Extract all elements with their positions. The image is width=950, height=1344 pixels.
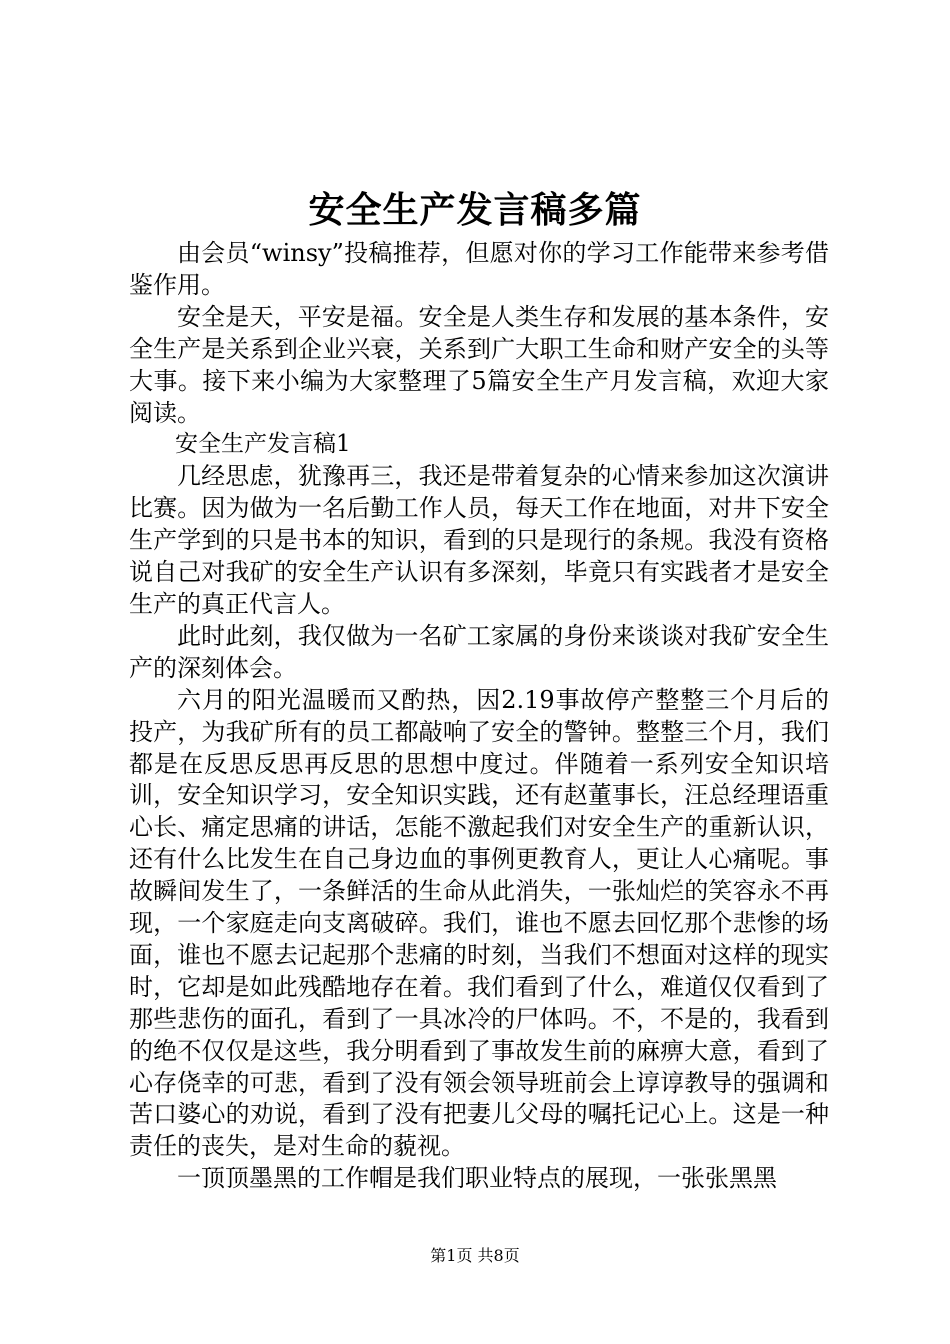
body-paragraph: 此时此刻，我仅做为一名矿工家属的身份来谈谈对我矿安全生产的深刻体会。 xyxy=(129,621,829,682)
body-paragraph: 六月的阳光温暖而又酌热，因2.19事故停产整整三个月后的投产，为我矿所有的员工都敲响了安全的警钟。整整三个月，我们都是在反思反思再反思的思想中度过。伴随着一系列安全知识培训，安全知识学习，安全知识实践，还有赵董事长，汪总经理语重心长、痛定思痛的讲话，怎能不激起我们对安全生产的重新认识，还有什么比发生在自己身边血的事例更教育人，更让人心痛呢。事故瞬间发生了，一条鲜活的生命从此消失，一张灿烂的笑容永不再现，一个家庭走向支离破碎。我们，谁也不愿去回忆那个悲惨的场面，谁也不愿去记起那个悲痛的时刻，当我们不想面对这样的现实时，它却是如此残酷地存在着。我们看到了什么，难道仅仅看到了那些悲伤的面孔，看到了一具冰冷的尸体吗。不，不是的，我看到的绝不仅仅是这些，我分明看到了事故发生前的麻痹大意，看到了心存侥幸的可悲，看到了没有领会领导班前会上谆谆教导的强调和苦口婆心的劝说，看到了没有把妻儿父母的嘱托记心上。这是一种责任的丧失，是对生命的藐视。 xyxy=(129,685,829,1161)
body-paragraph: 几经思虑，犹豫再三，我还是带着复杂的心情来参加这次演讲比赛。因为做为一名后勤工作人员，每天工作在地面，对井下安全生产学到的只是书本的知识，看到的只是现行的条规。我没有资格说自己对我矿的安全生产认识有多深刻，毕竟只有实践者才是安全生产的真正代言人。 xyxy=(129,462,829,618)
page-number-footer: 第1页 共8页 xyxy=(430,1246,520,1265)
summary-paragraph: 安全是天，平安是福。安全是人类生存和发展的基本条件，安全生产是关系到企业兴衰，关系到广大职工生命和财产安全的头等大事。接下来小编为大家整理了5篇安全生产月发言稿，欢迎大家阅读。 xyxy=(129,302,829,427)
body-paragraph: 一顶顶墨黑的工作帽是我们职业特点的展现，一张张黑黑 xyxy=(177,1164,777,1193)
document-title: 安全生产发言稿多篇 xyxy=(308,189,642,231)
intro-paragraph: 由会员“winsy”投稿推荐，但愿对你的学习工作能带来参考借鉴作用。 xyxy=(129,239,829,299)
document-body xyxy=(129,238,829,1195)
section-heading: 安全生产发言稿1 xyxy=(175,431,351,458)
